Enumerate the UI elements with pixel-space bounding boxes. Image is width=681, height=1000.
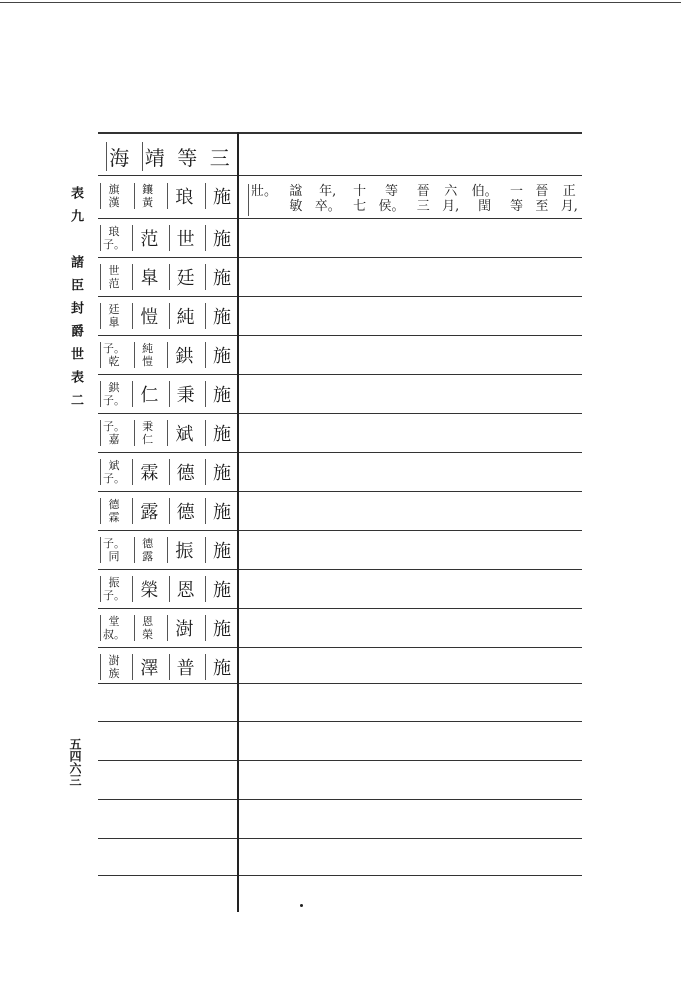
text-line: 伯。	[471, 184, 498, 199]
text-line: 侯。	[378, 199, 405, 214]
name-cell: 澤	[132, 654, 163, 680]
text-line: 閏	[478, 199, 492, 214]
table-rule	[98, 335, 582, 336]
relation-line: 澍	[108, 654, 120, 667]
text-column	[561, 184, 578, 216]
relation-line: 鉷	[108, 381, 120, 394]
text-column	[510, 184, 523, 216]
given-name-cell: 斌	[167, 420, 198, 446]
table-rule	[98, 452, 582, 453]
relation-cell	[100, 576, 127, 602]
text-column	[315, 184, 341, 216]
name-cell-line: 德	[142, 537, 154, 550]
text-line: 月,	[560, 199, 578, 214]
given-name-cell: 普	[169, 654, 200, 680]
given-name-cell: 振	[167, 537, 198, 563]
text-line: 正	[562, 184, 576, 199]
name-cell-line: 仁	[142, 433, 154, 446]
surname-cell: 施	[205, 654, 236, 680]
text-line: 六	[444, 184, 458, 199]
relation-line: 叔。	[103, 628, 125, 641]
surname-cell: 施	[205, 225, 236, 251]
name-cell	[134, 342, 161, 368]
relation-line: 范	[108, 277, 120, 290]
relation-cell	[100, 420, 127, 446]
table-row	[100, 178, 236, 214]
relation-line: 子。	[103, 537, 125, 550]
text-line: 至	[535, 199, 549, 214]
relation-line: 霖	[108, 511, 120, 524]
relation-cell	[100, 303, 127, 329]
table-rule	[98, 218, 582, 219]
table-rule	[98, 721, 582, 722]
relation-cell	[100, 459, 127, 485]
text-column	[289, 184, 302, 216]
title-char: 海	[106, 142, 129, 171]
relation-line: 同	[108, 550, 120, 563]
text-column	[442, 184, 459, 216]
name-cell	[134, 537, 161, 563]
surname-cell: 施	[205, 576, 236, 602]
relation-line: 臯	[108, 316, 120, 329]
given-name-cell: 純	[169, 303, 200, 329]
name-cell: 臯	[132, 264, 163, 290]
surname-cell: 施	[205, 381, 236, 407]
table-rule	[98, 647, 582, 648]
table-row	[100, 298, 236, 334]
text-line: 三	[416, 199, 430, 214]
given-name-cell: 鉷	[167, 342, 198, 368]
text-column	[417, 184, 430, 216]
text-line: 十	[353, 184, 367, 199]
text-line: 壯。	[251, 184, 278, 199]
name-cell-line: 恩	[142, 615, 154, 628]
table-rule	[98, 569, 582, 570]
name-cell-line: 純	[142, 342, 154, 355]
table-row	[100, 610, 236, 646]
name-cell-line: 愷	[142, 355, 154, 368]
name-cell	[134, 420, 161, 446]
table-row	[100, 415, 236, 451]
text-line: 年,	[319, 184, 337, 199]
relation-line: 堂	[108, 615, 120, 628]
relation-line: 漢	[108, 196, 120, 209]
given-name-cell: 廷	[169, 264, 200, 290]
title-char: 三	[209, 145, 230, 170]
surname-cell: 施	[205, 303, 236, 329]
given-name-cell: 恩	[169, 576, 200, 602]
name-cell-line: 榮	[142, 628, 154, 641]
table-rule	[98, 132, 582, 134]
name-cell	[134, 615, 161, 641]
text-column	[472, 184, 498, 216]
relation-line: 旗	[108, 183, 120, 196]
text-column	[353, 184, 366, 216]
relation-line: 子。	[103, 420, 125, 433]
relation-line: 斌	[108, 459, 120, 472]
relation-line: 子。	[103, 394, 125, 407]
table-row	[100, 571, 236, 607]
table-rule	[98, 875, 582, 876]
given-name-cell: 澍	[167, 615, 198, 641]
name-cell: 仁	[132, 381, 163, 407]
table-row	[100, 649, 236, 685]
text-line: 一	[510, 184, 524, 199]
text-line: 等	[384, 184, 398, 199]
given-name-cell: 秉	[169, 381, 200, 407]
table-rule	[98, 413, 582, 414]
given-name-cell: 琅	[167, 183, 198, 209]
surname-cell: 施	[205, 459, 236, 485]
surname-cell: 施	[205, 342, 236, 368]
text-line: 月,	[442, 199, 460, 214]
name-cell	[134, 183, 161, 209]
given-name-cell: 德	[169, 459, 200, 485]
table-rule	[98, 491, 582, 492]
table-row	[100, 259, 236, 295]
relation-cell	[100, 537, 127, 563]
name-cell-line: 鑲	[142, 183, 154, 196]
relation-line: 振	[108, 576, 120, 589]
table-rule	[98, 374, 582, 375]
table-row	[100, 493, 236, 529]
table-rule	[98, 608, 582, 609]
surname-cell: 施	[205, 183, 236, 209]
title-char: 靖	[142, 142, 165, 171]
biography-text	[248, 184, 578, 216]
table-rule	[98, 760, 582, 761]
table-rule	[98, 296, 582, 297]
table-rule	[98, 838, 582, 839]
top-border	[0, 2, 681, 3]
relation-line: 子。	[103, 472, 125, 485]
relation-line: 乾	[108, 355, 120, 368]
relation-line: 德	[108, 498, 120, 511]
given-name-cell: 世	[169, 225, 200, 251]
relation-line: 廷	[108, 303, 120, 316]
relation-cell	[100, 615, 127, 641]
relation-line: 子。	[103, 342, 125, 355]
relation-cell	[100, 183, 127, 209]
ink-speck	[300, 904, 303, 907]
table-rule	[98, 799, 582, 800]
text-line: 敏	[289, 199, 303, 214]
table-title	[100, 138, 236, 174]
surname-cell: 施	[205, 537, 236, 563]
page-number: 五四六三	[68, 738, 82, 786]
table-row	[100, 532, 236, 568]
table-divider	[237, 132, 239, 912]
table-row	[100, 220, 236, 256]
title-char: 等	[177, 145, 198, 170]
table-rule	[98, 530, 582, 531]
surname-cell: 施	[205, 264, 236, 290]
name-cell: 榮	[132, 576, 163, 602]
text-line: 晉	[535, 184, 549, 199]
text-column	[248, 184, 277, 216]
text-line: 晉	[416, 184, 430, 199]
text-line: 卒。	[314, 199, 341, 214]
relation-cell	[100, 342, 127, 368]
table-row	[100, 376, 236, 412]
text-column	[378, 184, 404, 216]
text-line: 等	[510, 199, 524, 214]
given-name-cell: 德	[169, 498, 200, 524]
text-column	[535, 184, 548, 216]
text-line: 諡	[289, 184, 303, 199]
relation-line: 嘉	[108, 433, 120, 446]
name-cell-line: 露	[142, 550, 154, 563]
relation-line: 族	[108, 667, 120, 680]
relation-cell	[100, 225, 127, 251]
relation-line: 子。	[103, 589, 125, 602]
relation-line: 世	[108, 264, 120, 277]
name-cell: 愷	[132, 303, 163, 329]
name-cell: 露	[132, 498, 163, 524]
table-row	[100, 454, 236, 490]
surname-cell: 施	[205, 498, 236, 524]
name-cell-line: 秉	[142, 420, 154, 433]
name-cell: 霖	[132, 459, 163, 485]
relation-cell	[100, 381, 127, 407]
relation-cell	[100, 654, 127, 680]
table-row	[100, 337, 236, 373]
relation-line: 子。	[103, 238, 125, 251]
name-cell-line: 黃	[142, 196, 154, 209]
table-rule	[98, 175, 582, 176]
relation-line: 琅	[108, 225, 120, 238]
surname-cell: 施	[205, 420, 236, 446]
table-rule	[98, 257, 582, 258]
side-label: 表九 諸臣封爵世表二	[68, 186, 83, 416]
relation-cell	[100, 264, 127, 290]
relation-cell	[100, 498, 127, 524]
name-cell: 范	[132, 225, 163, 251]
surname-cell: 施	[205, 615, 236, 641]
text-line: 七	[353, 199, 367, 214]
